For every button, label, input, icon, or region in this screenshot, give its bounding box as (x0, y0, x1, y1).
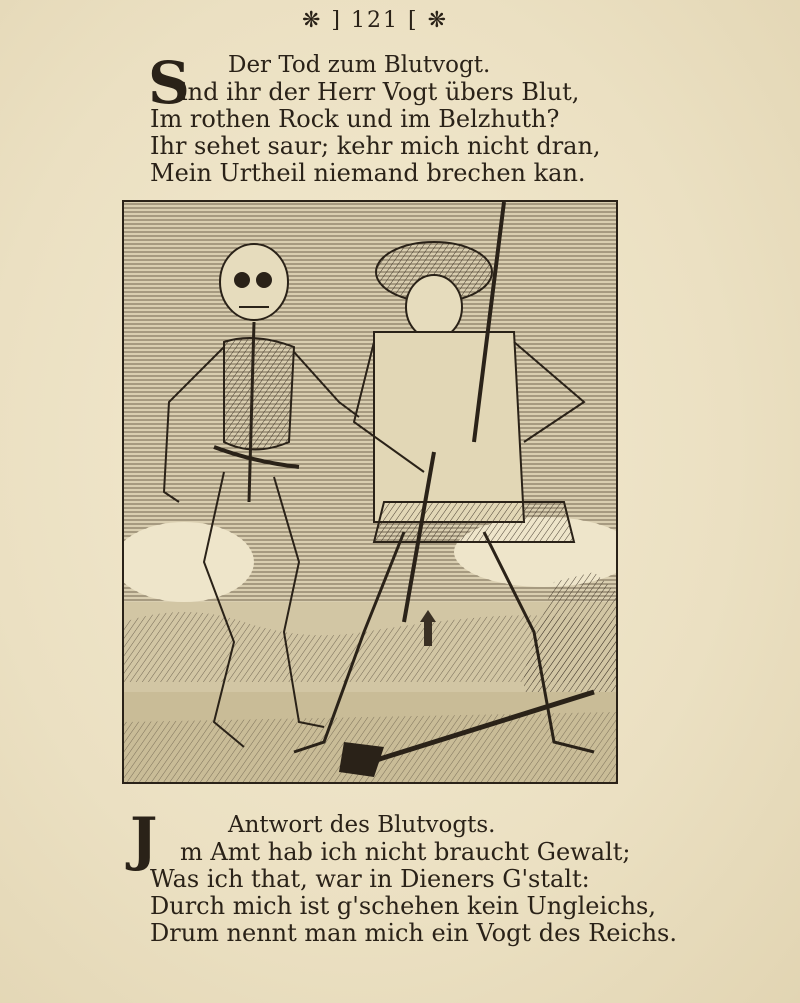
verse-death-to-bailiff (148, 49, 601, 187)
verse-title: Antwort des Blutvogts. (228, 812, 496, 838)
verse-line: Drum nennt man mich ein Vogt des Reichs. (150, 919, 678, 947)
verse-line: Was ich that, war in Dieners G'stalt: (150, 865, 590, 893)
dropcap-bottom: J (130, 805, 158, 873)
page-header (270, 8, 480, 33)
bracket-right: [ (408, 8, 419, 33)
verse-line: Mein Urtheil niemand brechen kan. (150, 159, 586, 187)
verse-line: Im rothen Rock und im Belzhuth? (150, 105, 560, 133)
verse-line: m Amt hab ich nicht braucht Gewalt; (180, 838, 631, 866)
page-number: 121 (351, 8, 399, 33)
ornament-right-icon: ❋ (427, 8, 449, 33)
dropcap-top: S (148, 49, 190, 117)
verse-line: Ihr sehet saur; kehr mich nicht dran, (150, 132, 601, 160)
church-tower (424, 622, 432, 646)
bracket-left: ] (331, 8, 342, 33)
verse-line: ind ihr der Herr Vogt übers Blut, (180, 78, 580, 106)
ornament-left-icon: ❋ (301, 8, 323, 33)
verse-title: Der Tod zum Blutvogt. (228, 52, 491, 78)
verse-bailiff-answer (150, 812, 677, 947)
engraving-illustration (122, 200, 618, 784)
verse-line: Durch mich ist g'schehen kein Ungleichs, (150, 892, 657, 920)
engraving-scene (124, 202, 616, 782)
